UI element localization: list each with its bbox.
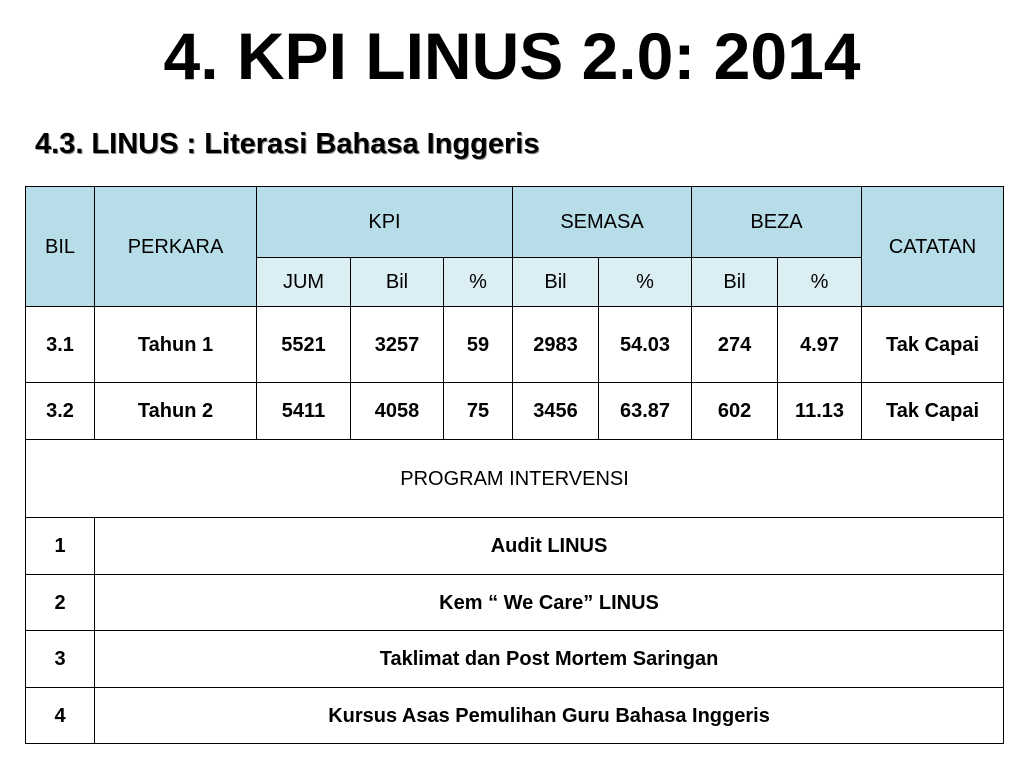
row-beza-bil: 274: [692, 307, 778, 383]
program-number: 2: [26, 575, 95, 631]
list-item: [26, 575, 1004, 631]
subheader-semasa-bil: Bil: [513, 258, 599, 307]
program-number: 3: [26, 631, 95, 688]
table-row: [26, 307, 1004, 383]
program-header-row: [26, 440, 1004, 518]
header-semasa: SEMASA: [513, 187, 692, 258]
row-semasa-pct: 54.03: [599, 307, 692, 383]
subheader-kpi-bil: Bil: [351, 258, 444, 307]
program-text: Taklimat dan Post Mortem Saringan: [95, 631, 1004, 688]
row-catatan: Tak Capai: [862, 307, 1004, 383]
program-text: Kursus Asas Pemulihan Guru Bahasa Inggeris: [95, 688, 1004, 744]
list-item: [26, 518, 1004, 575]
program-text: Audit LINUS: [95, 518, 1004, 575]
table-row: [26, 383, 1004, 440]
row-beza-bil: 602: [692, 383, 778, 440]
row-perkara: Tahun 2: [95, 383, 257, 440]
header-beza: BEZA: [692, 187, 862, 258]
program-number: 4: [26, 688, 95, 744]
row-kpi-pct: 59: [444, 307, 513, 383]
list-item: [26, 688, 1004, 744]
row-bil: 3.2: [26, 383, 95, 440]
kpi-table: [25, 186, 1004, 744]
program-text: Kem “ We Care” LINUS: [95, 575, 1004, 631]
subheader-jum: JUM: [257, 258, 351, 307]
row-semasa-bil: 3456: [513, 383, 599, 440]
row-beza-pct: 11.13: [778, 383, 862, 440]
list-item: [26, 631, 1004, 688]
row-semasa-pct: 63.87: [599, 383, 692, 440]
row-jum: 5411: [257, 383, 351, 440]
program-number: 1: [26, 518, 95, 575]
row-jum: 5521: [257, 307, 351, 383]
row-perkara: Tahun 1: [95, 307, 257, 383]
subheader-kpi-pct: %: [444, 258, 513, 307]
row-catatan: Tak Capai: [862, 383, 1004, 440]
subheader-beza-pct: %: [778, 258, 862, 307]
header-catatan: CATATAN: [862, 187, 1004, 307]
header-row: [26, 187, 1004, 258]
row-bil: 3.1: [26, 307, 95, 383]
header-kpi: KPI: [257, 187, 513, 258]
subheader-semasa-pct: %: [599, 258, 692, 307]
row-kpi-bil: 3257: [351, 307, 444, 383]
row-semasa-bil: 2983: [513, 307, 599, 383]
header-bil: BIL: [26, 187, 95, 307]
row-beza-pct: 4.97: [778, 307, 862, 383]
header-perkara: PERKARA: [95, 187, 257, 307]
row-kpi-bil: 4058: [351, 383, 444, 440]
program-intervensi-heading: PROGRAM INTERVENSI: [26, 440, 1004, 518]
subheader-beza-bil: Bil: [692, 258, 778, 307]
section-subtitle: 4.3. LINUS : Literasi Bahasa Inggeris: [35, 128, 540, 160]
page-title: 4. KPI LINUS 2.0: 2014: [163, 19, 861, 93]
row-kpi-pct: 75: [444, 383, 513, 440]
